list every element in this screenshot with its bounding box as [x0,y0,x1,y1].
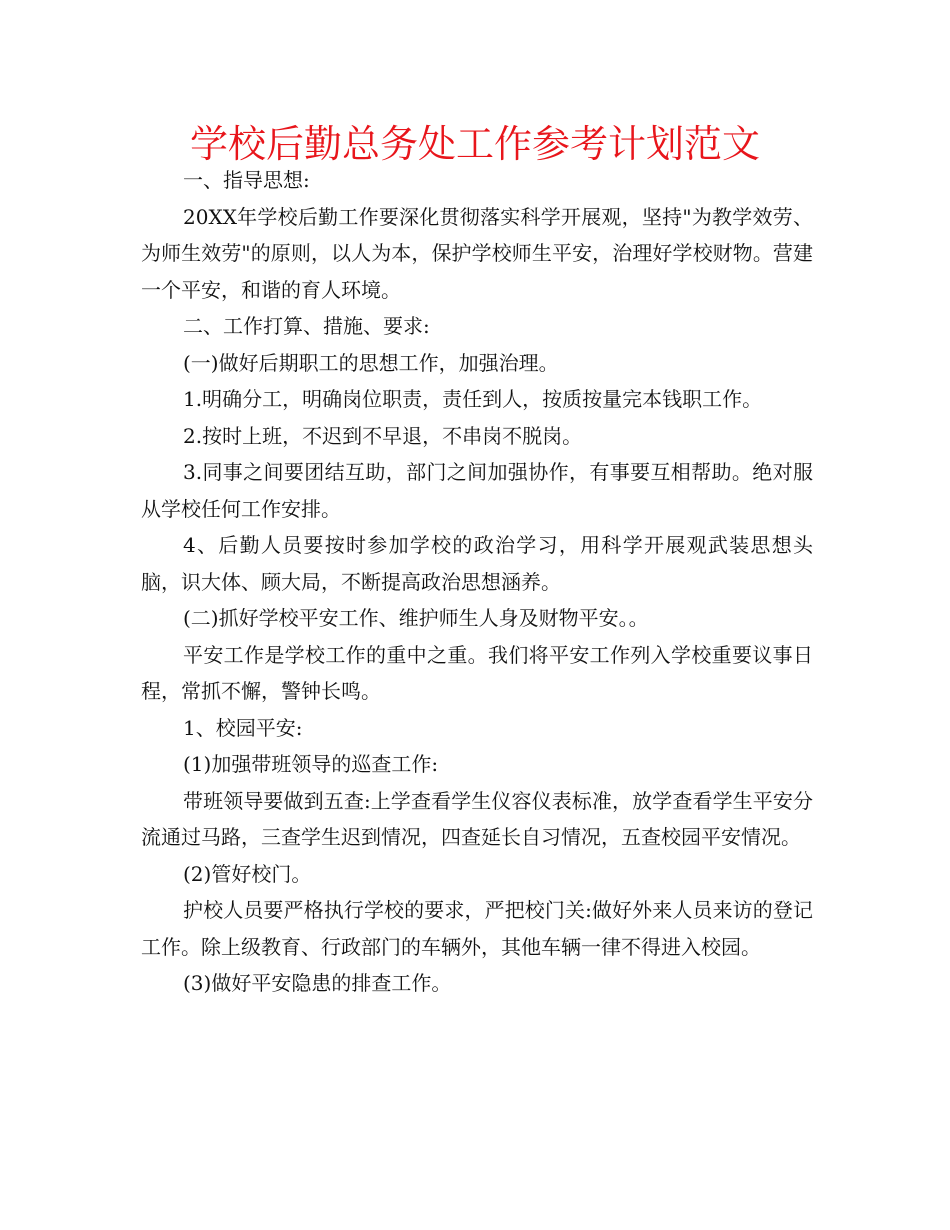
document-body [141,162,813,1002]
paragraph: 一、指导思想: [183,168,310,192]
paragraph: 2.按时上班，不迟到不早退，不串岗不脱岗。 [183,423,583,448]
paragraph: 1、校园平安: [183,715,303,740]
paragraph: 3.同事之间要团结互助，部门之间加强协作，有事要互相帮助。绝对服从学校任何工作安排。 [141,460,813,521]
paragraph: (3)做好平安隐患的排查工作。 [183,971,452,995]
paragraph: 二、工作打算、措施、要求: [183,314,430,338]
document-title: 学校后勤总务处工作参考计划范文 [189,122,760,166]
paragraph: 平安工作是学校工作的重中之重。我们将平安工作列入学校重要议事日程，常抓不懈，警钟长鸣。 [141,642,813,703]
paragraph: 1.明确分工，明确岗位职责，责任到人，按质按量完本钱职工作。 [183,387,763,411]
paragraph: (1)加强带班领导的巡查工作: [183,752,439,776]
paragraph: 护校人员要严格执行学校的要求，严把校门关:做好外来人员来访的登记工作。除上级教育、行政部门的车辆外，其他车辆一律不得进入校园。 [141,898,813,959]
paragraph: (2)管好校门。 [183,861,312,886]
paragraph: 4、后勤人员要按时参加学校的政治学习，用科学开展观武装思想头脑，识大体、顾大局，不断提高政治思想涵养。 [141,533,813,594]
paragraph: 20XX年学校后勤工作要深化贯彻落实科学开展观，坚持"为教学效劳、为师生效劳"的原则，以人为本，保护学校师生平安，治理好学校财物。营建一个平安，和谐的育人环境。 [141,204,813,302]
paragraph: (二)抓好学校平安工作、维护师生人身及财物平安。。 [183,606,649,630]
paragraph: 带班领导要做到五查:上学查看学生仪容仪表标准，放学查看学生平安分流通过马路，三查学生迟到情况，四查延长自习情况，五查校园平安情况。 [141,788,813,849]
paragraph: (一)做好后期职工的思想工作，加强治理。 [183,350,559,375]
